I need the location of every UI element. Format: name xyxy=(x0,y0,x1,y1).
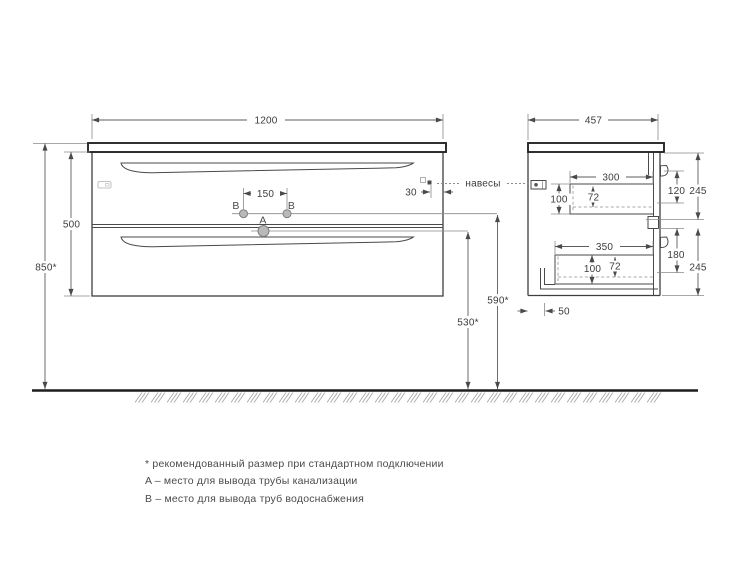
dim-upper-length: 300 xyxy=(602,172,620,184)
dim-lower-inner: 72 xyxy=(609,261,621,273)
front-view xyxy=(88,143,446,296)
dim-lower-front-height: 245 xyxy=(689,262,707,274)
dim-upper-inner: 72 xyxy=(587,192,600,204)
dim-upper-front-height: 245 xyxy=(689,186,707,197)
hanger-mark-front xyxy=(421,178,426,183)
ground-hatching xyxy=(135,393,663,404)
front-lower-handle-recess xyxy=(121,237,414,247)
dim-lower-height: 100 xyxy=(583,264,602,275)
side-lower-handle xyxy=(661,237,668,248)
point-b-right-label: B xyxy=(287,200,296,212)
dim-front-height: 500 xyxy=(62,219,81,231)
dim-lower-front-gap: 180 xyxy=(667,250,685,261)
dim-upper-height: 100 xyxy=(550,194,568,206)
point-b-left-label: B xyxy=(232,200,240,212)
side-countertop xyxy=(528,143,664,152)
front-dimensions xyxy=(29,114,514,389)
footnotes xyxy=(145,456,444,508)
dim-hanger-offset: 30 xyxy=(405,187,417,199)
dim-lower-length: 350 xyxy=(595,242,614,253)
dim-drain-height: 530* xyxy=(457,317,479,329)
hangers-callout xyxy=(437,179,529,190)
footnote-recommended-size: * рекомендованный размер при стандартном подключении xyxy=(145,458,444,470)
hangers-label: навесы xyxy=(465,178,501,190)
upper-drawer-box xyxy=(570,184,654,214)
drawer-rail-slot xyxy=(648,217,659,229)
connection-points xyxy=(232,200,497,237)
dim-supply-spacing: 150 xyxy=(256,189,275,200)
point-a xyxy=(258,226,269,237)
front-upper-handle-recess xyxy=(121,163,414,173)
front-countertop xyxy=(88,143,446,152)
dim-upper-front-gap: 120 xyxy=(667,186,686,197)
footnote-point-b: B – место для вывода труб водоснабжения xyxy=(145,492,365,505)
point-b-left xyxy=(240,210,248,218)
dim-depth: 457 xyxy=(584,115,603,127)
dim-mount-height: 850* xyxy=(35,262,57,274)
dim-back-clearance: 50 xyxy=(558,306,570,318)
point-a-label: A xyxy=(259,214,267,227)
dim-front-width: 1200 xyxy=(254,115,278,127)
ground xyxy=(32,391,698,404)
hanger-bracket-side xyxy=(531,181,546,190)
footnote-point-a: A – место для вывода трубы канализации xyxy=(145,475,358,488)
dim-supply-height: 590* xyxy=(487,295,509,307)
